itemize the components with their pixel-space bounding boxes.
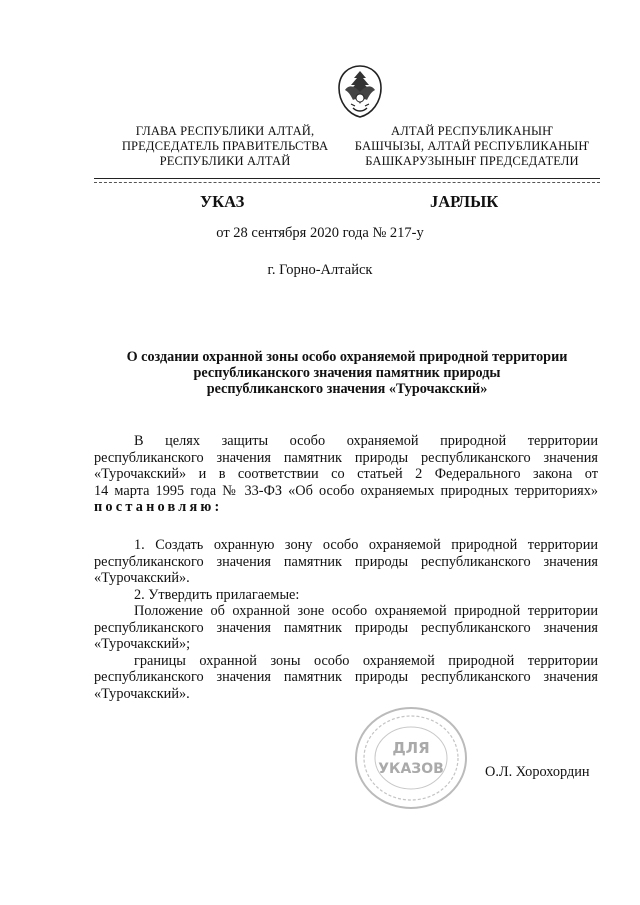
stamp-line1: ДЛЯ [392, 739, 430, 757]
header-left-authority [110, 124, 340, 169]
subject-line: республиканского значения памятник природы [193, 365, 501, 381]
header-left-line: ПРЕДСЕДАТЕЛЬ ПРАВИТЕЛЬСТВА [121, 139, 329, 153]
header-divider [94, 178, 600, 179]
annex1-line: республиканского значения памятник природы республиканского значения [94, 619, 598, 636]
title-jarlyk: JАРЛЫК [430, 192, 499, 211]
subject-line: О создании охранной зоны особо охраняемой природной территории [126, 349, 568, 365]
header-right-line: АЛТАЙ РЕСПУБЛИКАНЫҤ [391, 124, 553, 138]
preamble-line: «Турочакский» и в соответствии со статьей 2 Федерального закона от [94, 466, 598, 482]
annex2-line: республиканского значения памятник природы республиканского значения [94, 669, 598, 685]
header-left-line: ГЛАВА РЕСПУБЛИКИ АЛТАЙ, [135, 124, 315, 138]
annex2-line: границы охранной зоны особо охраняемой природной территории [134, 652, 598, 669]
preamble-line: республиканского значения памятник природы республиканского значения [94, 449, 598, 466]
stamp-line2: УКАЗОВ [378, 761, 444, 777]
title-ukaz: УКАЗ [200, 192, 245, 211]
decree-city: г. Горно-Алтайск [267, 262, 373, 278]
coat-of-arms-emblem [333, 62, 387, 120]
signatory-name: О.Л. Хорохордин [485, 764, 590, 780]
annex1-line: «Турочакский»; [94, 636, 191, 652]
official-seal-stamp [352, 705, 470, 811]
item1-line: республиканского значения памятник природы республиканского значения [94, 553, 598, 570]
annex2-line: «Турочакский». [94, 685, 190, 702]
header-divider-secondary [94, 182, 600, 183]
header-right-line: БАШЧЫЗЫ, АЛТАЙ РЕСПУБЛИКАНЫҤ [354, 139, 590, 153]
item1-line: 1. Создать охранную зону особо охраняемой природной территории [134, 537, 598, 553]
header-right-line: БАШКАРУЗЫНЫҤ ПРЕДСЕДАТЕЛИ [365, 154, 579, 168]
item2-line: 2. Утвердить прилагаемые: [134, 586, 300, 603]
preamble-line: 14 марта 1995 года № 33-ФЗ «Об особо охраняемых природных территориях» [94, 482, 598, 499]
item1-line: «Турочакский». [94, 570, 190, 586]
decree-subject [94, 349, 600, 397]
decree-word: постановляю: [94, 499, 223, 515]
header-left-line: РЕСПУБЛИКИ АЛТАЙ [159, 154, 291, 168]
header-right-authority [352, 124, 592, 169]
annex1-line: Положение об охранной зоне особо охраняемой природной территории [134, 603, 598, 619]
subject-line: республиканского значения «Турочакский» [206, 381, 488, 397]
decree-date-number: от 28 сентября 2020 года № 217-у [216, 225, 424, 241]
preamble-line: В целях защиты особо охраняемой природной территории [134, 433, 598, 449]
decree-items [94, 537, 598, 702]
preamble-paragraph [94, 433, 598, 516]
